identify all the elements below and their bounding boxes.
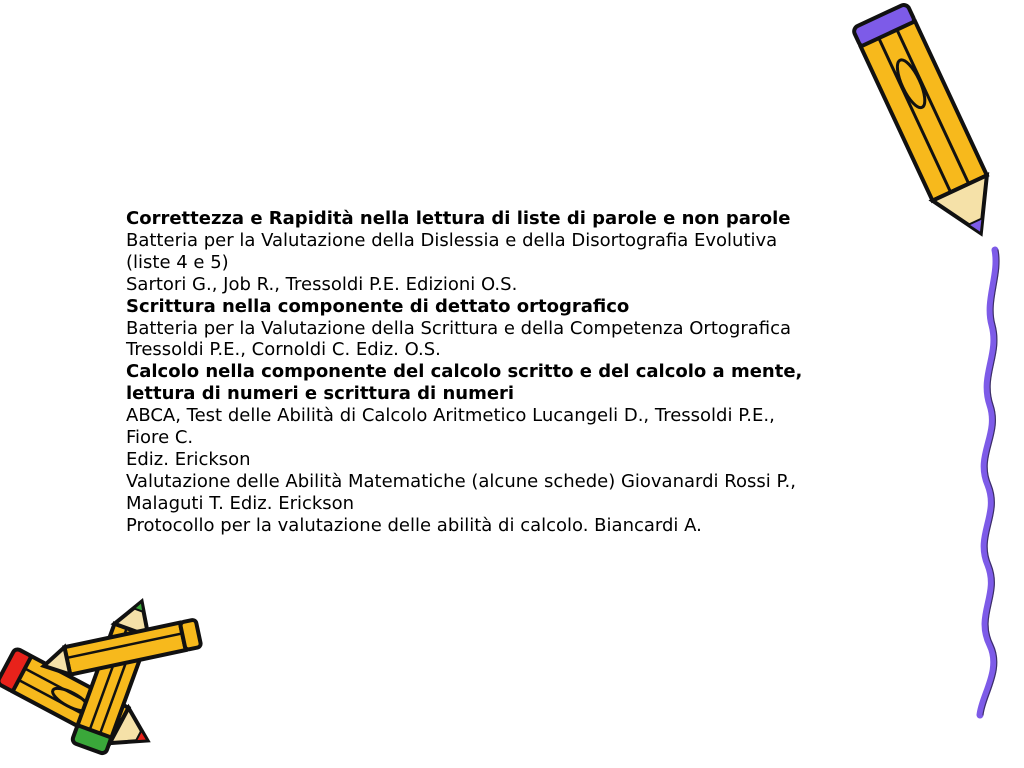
slide-body bbox=[126, 208, 926, 537]
heading-calcolo: Calcolo nella componente del calcolo scritto e del calcolo a mente, bbox=[126, 361, 803, 383]
heading-scrittura: Scrittura nella componente di dettato ortografico bbox=[126, 295, 630, 317]
pencil-icon-bottom-left-a bbox=[0, 648, 157, 758]
heading-calcolo-cont: lettura di numeri e scrittura di numeri bbox=[126, 383, 515, 405]
heading-lettura: Correttezza e Rapidità nella lettura di liste di parole e non parole bbox=[126, 208, 791, 229]
pencil-icon-bottom-left-c bbox=[41, 619, 201, 679]
pencil-icon-bottom-left-b bbox=[71, 596, 158, 755]
text-line: Sartori G., Job R., Tressoldi P.E. Edizioni O.S. bbox=[126, 273, 518, 295]
text-line: Malaguti T. Ediz. Erickson bbox=[126, 492, 355, 514]
text-line: Fiore C. bbox=[126, 427, 194, 449]
text-line: Protocollo per la valutazione delle abilità di calcolo. Biancardi A. bbox=[126, 514, 702, 536]
text-line: ABCA, Test delle Abilità di Calcolo Aritmetico Lucangeli D., Tressoldi P.E., bbox=[126, 405, 775, 427]
text-line: Batteria per la Valutazione della Dislessia e della Disortografia Evolutiva bbox=[126, 229, 778, 251]
text-line: (liste 4 e 5) bbox=[126, 251, 229, 273]
text-line: Batteria per la Valutazione della Scrittura e della Competenza Ortografica bbox=[126, 317, 792, 339]
decorative-squiggle bbox=[980, 250, 996, 715]
text-line: Valutazione delle Abilità Matematiche (alcune schede) Giovanardi Rossi P., bbox=[126, 470, 796, 492]
text-line: Tressoldi P.E., Cornoldi C. Ediz. O.S. bbox=[126, 339, 441, 361]
text-line: Ediz. Erickson bbox=[126, 448, 251, 470]
